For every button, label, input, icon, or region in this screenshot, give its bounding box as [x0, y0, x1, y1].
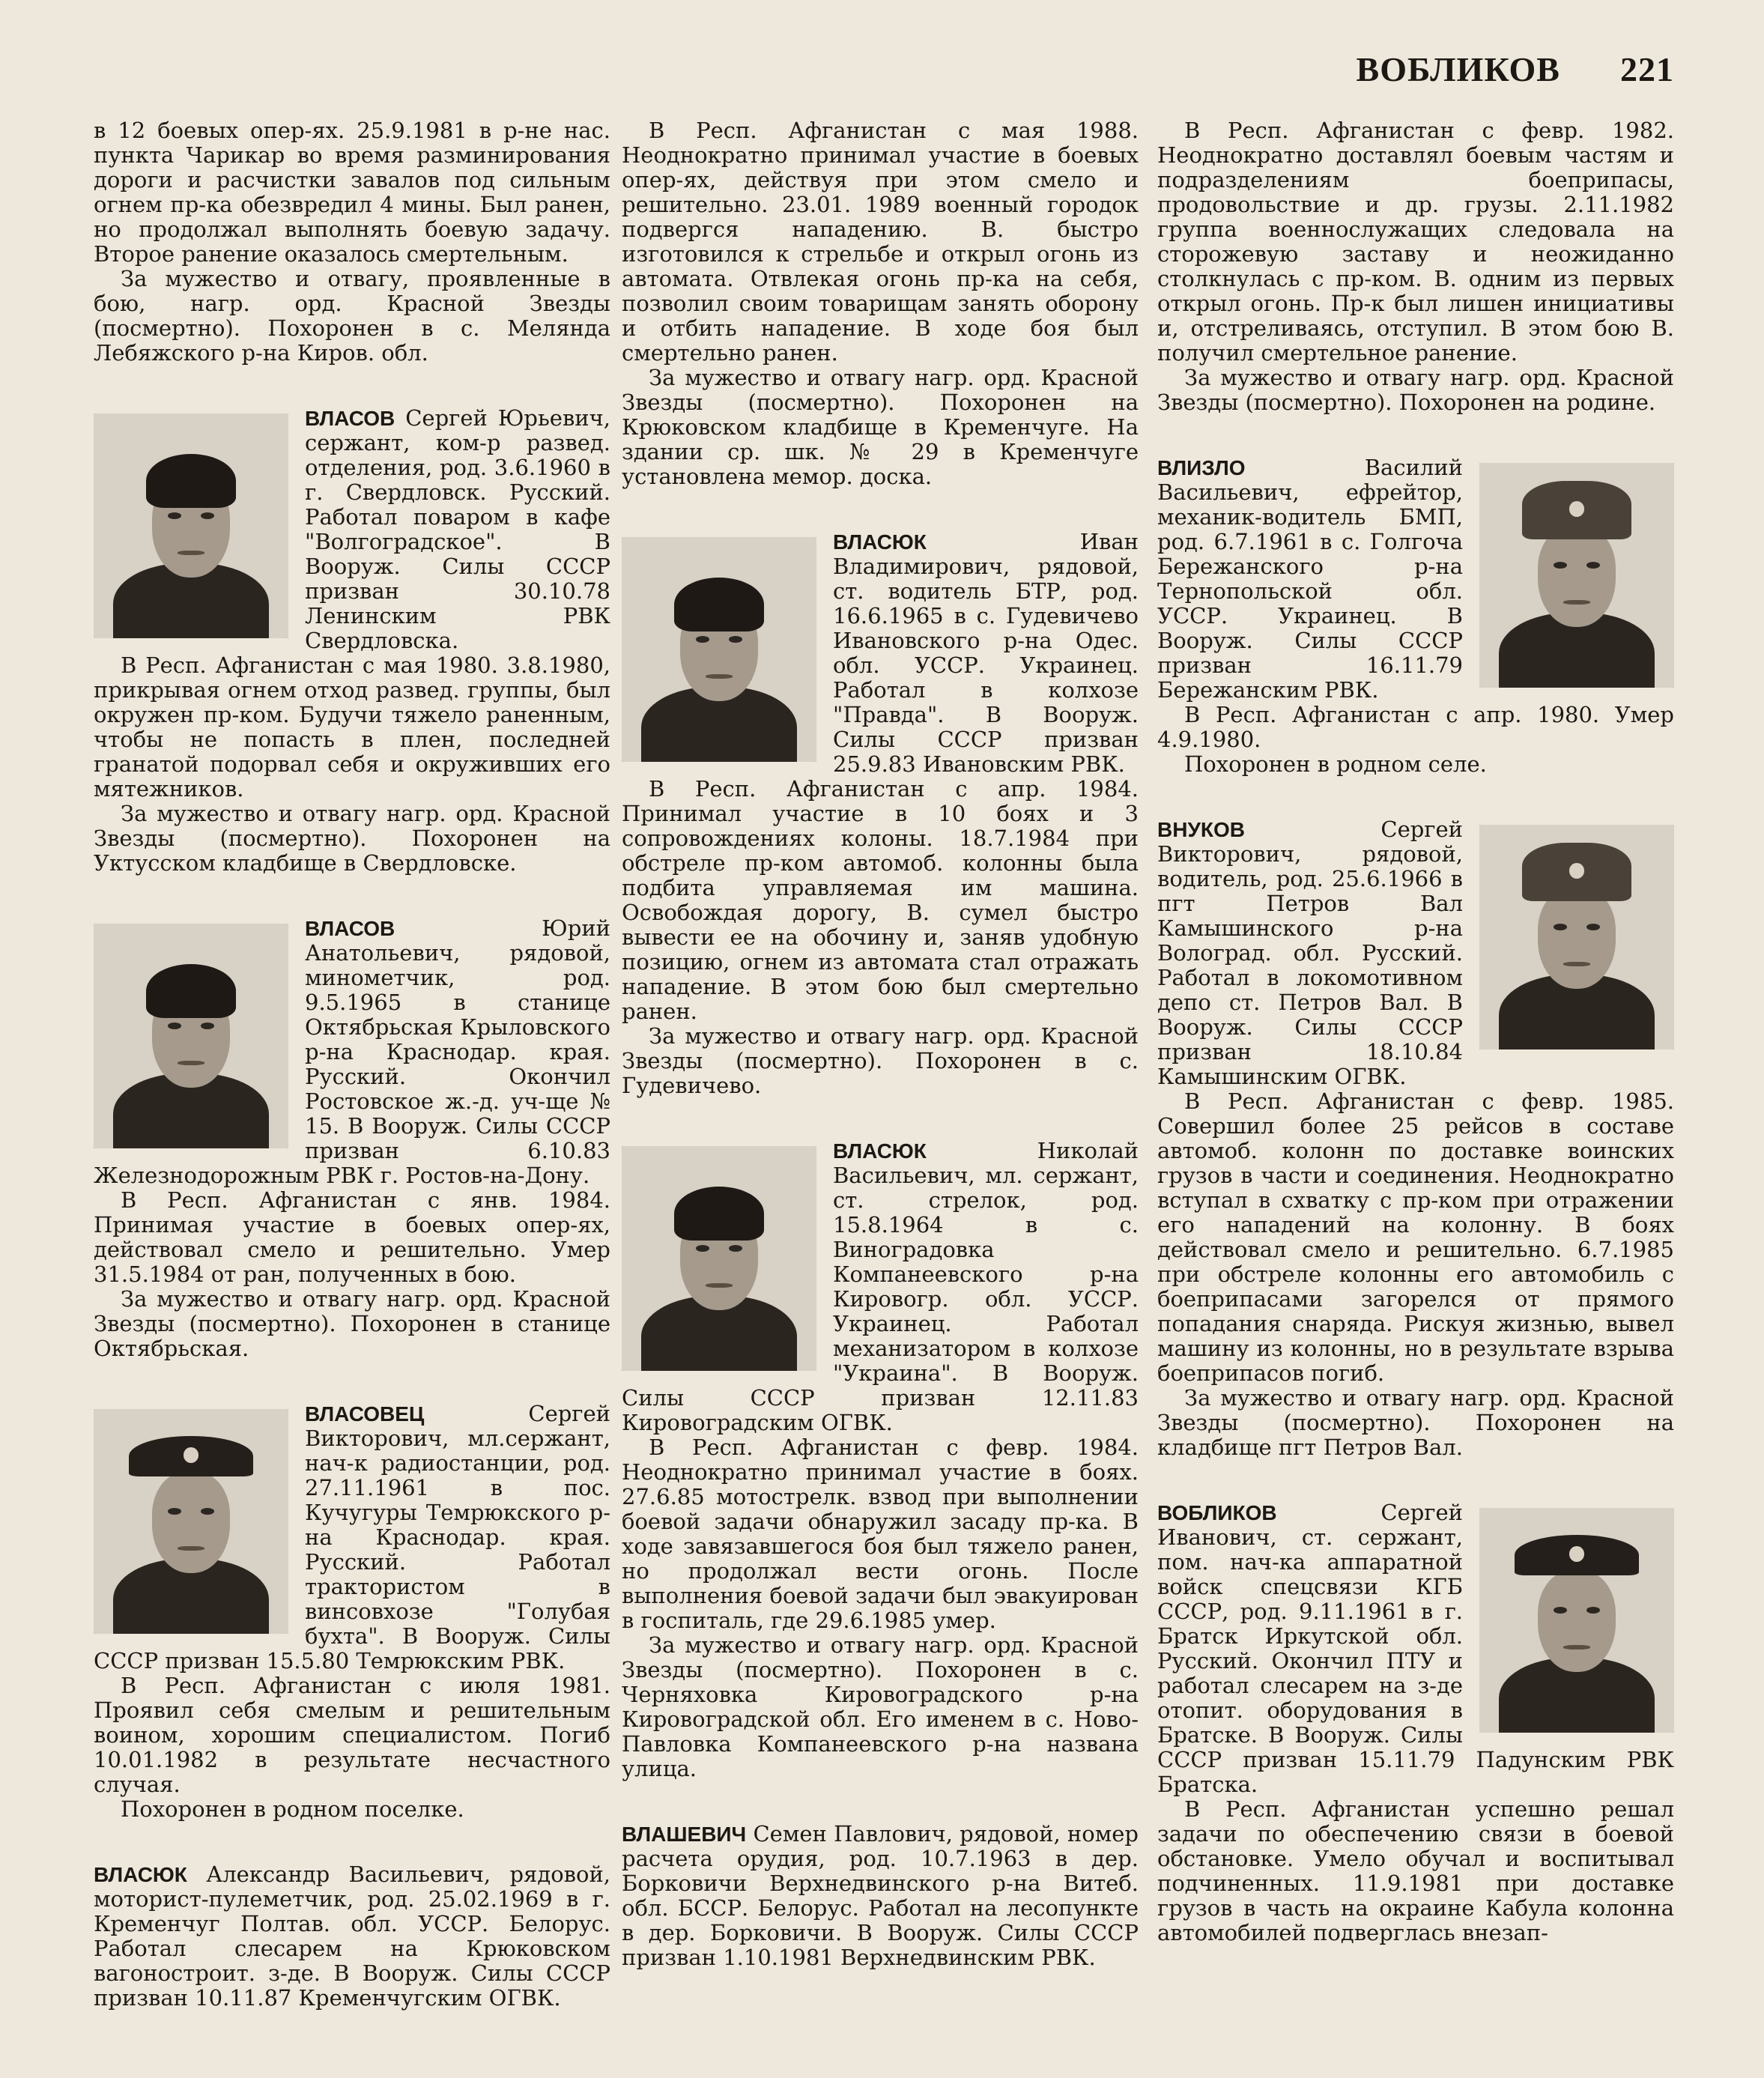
intro-paragraph: За мужество и отвагу нагр. орд. Красной Звезды (посмертно). Похоронен на Крюковском кладбище в Кременчуге. На здании ср. шк. № 29 в Кременчуге установлена мемор. доска.: [622, 365, 1139, 489]
intro-paragraph: в 12 боевых опер-ях. 25.9.1981 в р-не нас. пункта Чарикар во время разминирования дороги и расчистки завалов под сильным огнем пр-ка обезвредил 4 мины. Был ранен, но продолжал выполнять боевую задачу. Второе ранение оказалось смертельным.: [94, 118, 610, 267]
photo-face: [152, 1472, 230, 1573]
photo-eye: [1586, 1607, 1600, 1614]
entry-paragraph: В Респ. Афганистан с февр. 1985. Совершил более 25 рейсов в составе автомоб. колонн по доставке воинских грузов в части и соединения. Неоднократно вступал в схватку с пр-ком при отражении его нападений на колонну. В боях действовал смело и решительно. 6.7.1985 при обстреле колонны его автомобиль с боеприпасами загорелся от прямого попадания снаряда. Рискуя жизнью, вывел машину из колонны, но в результате взрыва боеприпасов погиб.: [1157, 1088, 1674, 1386]
photo-face: [1538, 526, 1616, 627]
photo-eye: [1554, 1607, 1567, 1614]
biography-entry: [94, 1402, 610, 1822]
column-3: [1157, 118, 1674, 1986]
portrait-photo: [622, 1146, 816, 1371]
photo-hair: [146, 964, 236, 1018]
photo-eye: [1554, 924, 1567, 930]
photo-eye: [696, 1245, 709, 1252]
intro-paragraph: В Респ. Афганистан с мая 1988. Неоднократно принимал участие в боевых опер-ях, действуя при этом смело и решительно. 23.01. 1989 военный городок подвергся нападению. В. быстро изготовился к стрельбе и открыл огонь из автомата. Отвлекая огонь пр-ка на себя, позволил своим товарищам занять оборону и отбить нападение. В ходе боя был смертельно ранен.: [622, 118, 1139, 366]
photo-mouth: [1563, 600, 1590, 605]
photo-mouth: [706, 674, 733, 679]
entry-lead-text: Александр Васильевич, рядовой, моторист-пулеметчик, род. 25.02.1969 в г. Кременчуг Полтав. обл. УССР. Белорус. Работал слесарем на Крюковском вагоностроит. з-де. В Вооруж. Силы СССР призван 10.11.87 Кременчугским ОГВК.: [94, 1862, 610, 2011]
entry-surname: ВЛАСЮК: [94, 1863, 187, 1886]
biography-entry: [622, 1139, 1139, 1781]
entry-lead: [94, 1862, 610, 2011]
biography-entry: [622, 1822, 1139, 1970]
entry-paragraph: В Респ. Афганистан с июля 1981. Проявил себя смелым и решительным воином, хорошим специалистом. Погиб 10.01.1982 в результате несчастного случая.: [94, 1673, 610, 1797]
portrait-photo: [94, 924, 288, 1148]
entry-lead-text: Семен Павлович, рядовой, номер расчета орудия, род. 10.7.1963 в дер. Борковичи Верхнедвинского р-на Витеб. обл. БССР. Белорус. Работал на лесопункте в дер. Борковичи. В Вооруж. Силы СССР призван 1.10.1981 Верхнедвинским РВК.: [622, 1821, 1139, 1970]
photo-eye: [696, 636, 709, 643]
photo-eye: [168, 512, 181, 519]
portrait-photo: [622, 537, 816, 762]
photo-eye: [201, 512, 214, 519]
portrait-photo: [94, 414, 288, 638]
running-head-name: ВОБЛИКОВ: [1356, 50, 1560, 88]
page-number: 221: [1620, 50, 1674, 88]
entry-lead-text: Иван Владимирович, рядовой, ст. водитель БТР, род. 16.6.1965 в с. Гудевичево Ивановского р-на Одес. обл. УССР. Украинец. Работал в колхозе "Правда". В Вооруж. Силы СССР призван 25.9.83 Ивановским РВК.: [833, 529, 1139, 777]
entry-paragraph: В Респ. Афганистан с апр. 1984. Принимал участие в 10 боях и 3 сопровождениях колоны. 18.7.1984 при обстреле пр-ком автомоб. колонны была подбита управляемая им машина. Освобождая дорогу, В. сумел быстро вывести ее на обочину и, заняв удобную позицию, огнем из автомата стал отражать нападение. В этом бою был смертельно ранен.: [622, 776, 1139, 1024]
entry-lead-text: Сергей Юрьевич, сержант, ком-р развед. отделения, род. 3.6.1960 в г. Свердловск. Русский. Работал поваром в кафе "Волгоградское". В Вооруж. Силы СССР призван 30.10.78 Ленинским РВК Свердловска.: [305, 405, 610, 653]
portrait-photo: [1479, 825, 1674, 1049]
column-intro: [1157, 118, 1674, 415]
biography-entry: [1157, 455, 1674, 777]
photo-eye: [168, 1023, 181, 1029]
entry-lead-text: Сергей Викторович, мл.сержант, нач-к радиостанции, род. 27.11.1961 в пос. Кучугуры Темрюкского р-на Краснодар. края. Русский. Работал трактористом в винсовхозе "Голубая бухта". В Вооруж. Силы СССР призван 15.5.80 Темрюкским РВК.: [94, 1401, 610, 1673]
entry-surname: ВЛАСЮК: [833, 1139, 927, 1163]
biography-entry: [622, 530, 1139, 1098]
entry-lead-text: Николай Васильевич, мл. сержант, ст. стрелок, род. 15.8.1964 в с. Виноградовка Компанеевского р-на Кировогр. обл. УССР. Украинец. Работал механизатором в колхозе "Украина". В Вооруж. Силы СССР призван 12.11.83 Кировоградским ОГВК.: [622, 1138, 1139, 1435]
biography-entry: [94, 1862, 610, 2011]
column-intro: [94, 118, 610, 366]
running-head: [1357, 49, 1674, 89]
photo-mouth: [1563, 962, 1590, 966]
photo-eye: [729, 1245, 742, 1252]
entry-lead-text: Сергей Иванович, ст. сержант, пом. нач-ка аппаратной войск спецсвязи КГБ СССР, род. 9.11.1961 в г. Братск Иркутской обл. Русский. Окончил ПТУ и работал слесарем на з-де отопит. оборудования в Братске. В Вооруж. Силы СССР призван 15.11.79 Падунским РВК Братска.: [1157, 1500, 1674, 1797]
entry-paragraph: За мужество и отвагу нагр. орд. Красной Звезды (посмертно). Похоронен в с. Гудевичево.: [622, 1023, 1139, 1098]
photo-mouth: [178, 551, 204, 555]
entry-paragraph: В Респ. Афганистан успешно решал задачи по обеспечению связи в боевой обстановке. Умело обучал и воспитывал подчиненных. 11.9.1981 при доставке грузов в часть на окраине Кабула колонна автомобилей подверглась внезап-: [1157, 1796, 1674, 1945]
photo-eye: [1586, 562, 1600, 569]
entry-lead-text: Юрий Анатольевич, рядовой, минометчик, род. 9.5.1965 в станице Октябрьская Крыловского р-на Краснодар. края. Русский. Окончил Ростовское ж.-д. уч-ще № 15. В Вооруж. Силы СССР призван 6.10.83 Железнодорожным РВК г. Ростов-на-Дону.: [94, 915, 610, 1188]
photo-eye: [729, 636, 742, 643]
biography-entry: [1157, 817, 1674, 1460]
photo-eye: [201, 1508, 214, 1515]
portrait-photo: [1479, 463, 1674, 688]
entry-surname: ВЛАСОВ: [305, 407, 395, 430]
photo-eye: [168, 1508, 181, 1515]
column-intro: [622, 118, 1139, 489]
entry-surname: ВЛАСЮК: [833, 530, 927, 554]
photo-eye: [201, 1023, 214, 1029]
photo-mouth: [178, 1061, 204, 1065]
photo-mouth: [706, 1283, 733, 1288]
photo-face: [1538, 1571, 1616, 1672]
entry-paragraph: В Респ. Афганистан с апр. 1980. Умер 4.9.1980.: [1157, 702, 1674, 752]
photo-eye: [1554, 562, 1567, 569]
entry-surname: ВОБЛИКОВ: [1157, 1501, 1277, 1524]
entry-paragraph: В Респ. Афганистан с февр. 1984. Неоднократно принимал участие в боях. 27.6.85 мотострелк. взвод при выполнении боевой задачи обнаружил засаду пр-ка. В ходе завязавшегося боя был тяжело ранен, но продолжал вести огонь. После выполнения боевой задачи был эвакуирован в госпиталь, где 29.6.1985 умер.: [622, 1435, 1139, 1633]
entry-paragraph: За мужество и отвагу нагр. орд. Красной Звезды (посмертно). Похоронен в станице Октябрьская.: [94, 1286, 610, 1361]
intro-paragraph: За мужество и отвагу нагр. орд. Красной Звезды (посмертно). Похоронен на родине.: [1157, 365, 1674, 415]
photo-hair: [146, 454, 236, 508]
column-2: [622, 118, 1139, 2011]
biography-entry: [94, 916, 610, 1361]
portrait-photo: [94, 1409, 288, 1634]
biography-entry: [94, 406, 610, 876]
column-1: [94, 118, 610, 2051]
photo-eye: [1586, 924, 1600, 930]
intro-paragraph: За мужество и отвагу, проявленные в бою, нагр. орд. Красной Звезды (посмертно). Похоронен в с. Мелянда Лебяжского р-на Киров. обл.: [94, 266, 610, 366]
entry-paragraph: За мужество и отвагу нагр. орд. Красной Звезды (посмертно). Похоронен на Уктусском кладбище в Свердловске.: [94, 801, 610, 876]
entry-surname: ВЛИЗЛО: [1157, 456, 1246, 479]
photo-mouth: [178, 1546, 204, 1551]
photo-hair: [674, 1187, 764, 1241]
entry-paragraph: Похоронен в родном селе.: [1184, 751, 1487, 777]
entry-paragraph: За мужество и отвагу нагр. орд. Красной Звезды (посмертно). Похоронен в с. Черняховка Кировоградского р-на Кировоградской обл. Его именем в с. Ново-Павловка Компанеевского р-на названа улица.: [622, 1632, 1139, 1781]
entry-paragraph: В Респ. Афганистан с янв. 1984. Принимая участие в боевых опер-ях, действовал смело и решительно. Умер 31.5.1984 от ран, полученных в бою.: [94, 1187, 610, 1287]
entry-surname: ВЛАСОВЕЦ: [305, 1402, 425, 1426]
entry-surname: ВНУКОВ: [1157, 818, 1245, 841]
biography-entry: [1157, 1500, 1674, 1945]
photo-mouth: [1563, 1645, 1590, 1650]
portrait-photo: [1479, 1508, 1674, 1733]
intro-paragraph: В Респ. Афганистан с февр. 1982. Неоднократно доставлял боевым частям и подразделениям боеприпасы, продовольствие и др. грузы. 2.11.1982 группа военнослужащих следовала на сторожевую заставу и неожиданно столкнулась с пр-ком. В. одним из первых открыл огонь. Пр-к был лишен инициативы и, отстреливаясь, отступил. В этом бою В. получил смертельное ранение.: [1157, 118, 1674, 366]
entry-paragraph: Похоронен в родном поселке.: [121, 1796, 464, 1822]
entry-lead: [622, 1822, 1139, 1970]
entry-lead-text: Василий Васильевич, ефрейтор, механик-водитель БМП, род. 6.7.1961 в с. Голгоча Бережанского р-на Тернопольской обл. УССР. Украинец. В Вооруж. Силы СССР призван 16.11.79 Бережанским РВК.: [1157, 455, 1463, 703]
entry-lead-text: Сергей Викторович, рядовой, водитель, род. 25.6.1966 в пгт Петров Вал Камышинского р-на Волоград. обл. Русский. Работал в локомотивном депо ст. Петров Вал. В Вооруж. Силы СССР призван 18.10.84 Камышинским ОГВК.: [1157, 817, 1463, 1089]
entry-surname: ВЛАШЕВИЧ: [622, 1823, 747, 1846]
entry-paragraph: За мужество и отвагу нагр. орд. Красной Звезды (посмертно). Похоронен на кладбище пгт Петров Вал.: [1157, 1385, 1674, 1460]
photo-hair: [674, 578, 764, 631]
photo-face: [1538, 888, 1616, 989]
entry-surname: ВЛАСОВ: [305, 917, 395, 940]
entry-paragraph: В Респ. Афганистан с мая 1980. 3.8.1980, прикрывая огнем отход развед. группы, был окружен пр-ком. Будучи тяжело раненным, чтобы не попасть в плен, последней гранатой подорвал себя и окруживших его мятежников.: [94, 652, 610, 802]
